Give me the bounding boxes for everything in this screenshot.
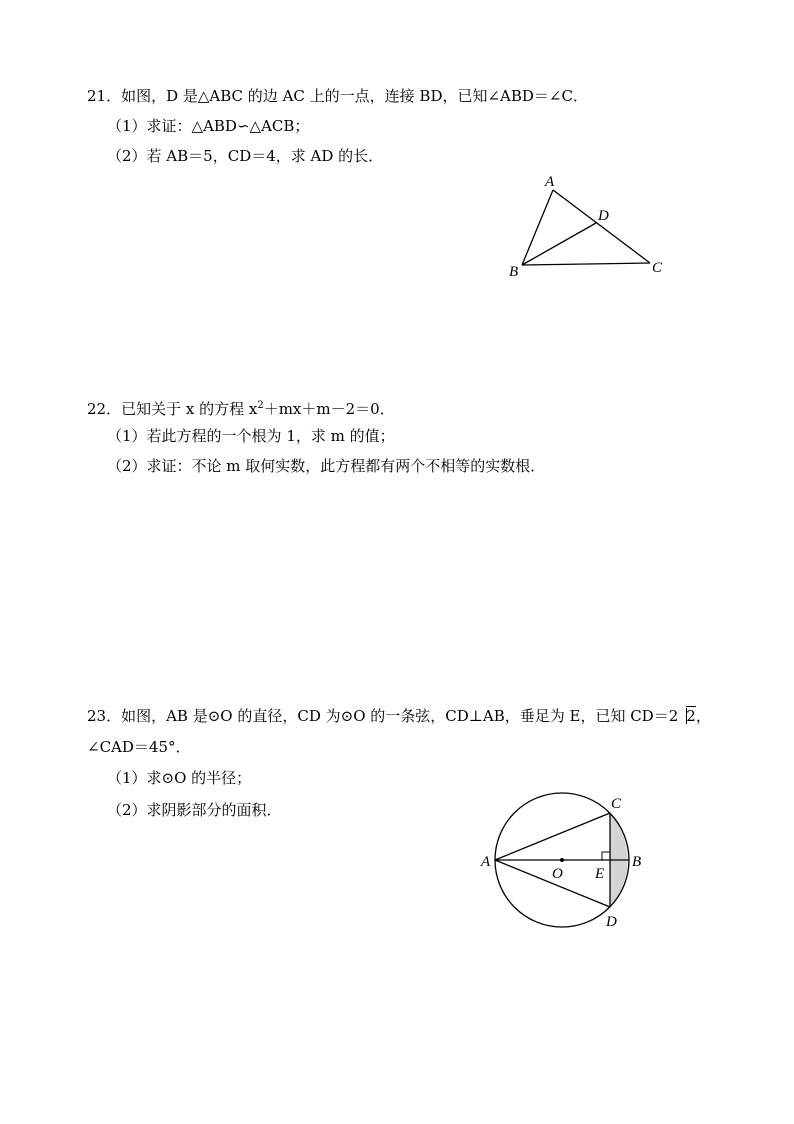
center-point-o <box>560 858 564 862</box>
label-a: A <box>481 854 491 870</box>
label-b: B <box>632 854 642 870</box>
side-bc <box>522 263 650 265</box>
triangle-abc-figure <box>495 168 675 283</box>
problem-22-stem <box>87 396 395 419</box>
label-b: B <box>509 264 519 280</box>
label-a: A <box>545 174 555 190</box>
problem-21-part-1: （1）求证：△ABD∽△ACB； <box>107 117 310 135</box>
side-ac <box>553 190 650 263</box>
problem-23-text-prefix: 如图，AB 是⊙O 的直径，CD 为⊙O 的一条弦，CD⊥AB，垂足为 E，已知 CD＝2 <box>121 707 679 725</box>
label-c: C <box>611 796 622 812</box>
problem-22-part-1: （1）若此方程的一个根为 1，求 m 的值； <box>107 427 395 445</box>
sqrt-symbol <box>678 706 696 726</box>
problem-23-root: 2 <box>686 707 696 725</box>
problem-23-number: 23． <box>87 707 122 725</box>
segment-bd <box>522 223 596 265</box>
problem-23-text-suffix: ， <box>695 707 711 725</box>
problem-23-stem-line-2: ∠CAD＝45°． <box>87 738 191 756</box>
problem-22-exponent: 2 <box>257 400 264 411</box>
label-d: D <box>598 208 609 224</box>
problem-22-text-prefix: 已知关于 x 的方程 x <box>121 400 258 418</box>
label-e: E <box>595 866 605 882</box>
problem-21-part-2: （2）若 AB＝5，CD＝4，求 AD 的长． <box>107 147 384 165</box>
problem-21-number: 21． <box>87 87 122 105</box>
problem-21-text: 如图，D 是△ABC 的边 AC 上的一点，连接 BD，已知∠ABD＝∠C． <box>121 87 588 105</box>
right-angle-mark <box>602 852 610 860</box>
side-ab <box>522 190 553 265</box>
label-d: D <box>606 914 617 930</box>
problem-22-part-2: （2）求证：不论 m 取何实数，此方程都有两个不相等的实数根． <box>107 457 546 475</box>
label-c: C <box>652 260 663 276</box>
problem-22-text-suffix: ＋mx＋m－2＝0． <box>263 400 395 418</box>
problem-22-number: 22． <box>87 400 122 418</box>
problem-23-part-2: （2）求阴影部分的面积． <box>107 801 282 819</box>
segment-ac <box>495 813 610 860</box>
problem-21-stem <box>87 86 588 106</box>
label-o: O <box>552 866 563 882</box>
circle-o-figure <box>478 790 668 938</box>
problem-23-stem <box>87 706 711 726</box>
problem-23-part-1: （1）求⊙O 的半径； <box>107 769 252 787</box>
